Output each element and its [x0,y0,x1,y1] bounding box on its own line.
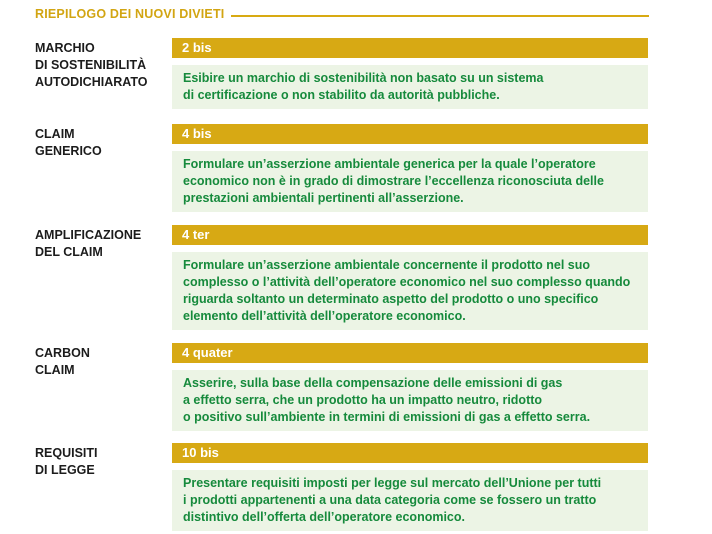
header-rule [231,15,649,17]
prohibition-description: Formulare un’asserzione ambientale concernente il prodotto nel suo complesso o l’attività dell’operatore economico nel suo complesso quando riguarda soltanto un determinato aspetto del prodotto o uno specifico elemento dell’attività dell’operatore economico. [172,252,648,330]
prohibition-label: REQUISITI DI LEGGE [35,446,98,477]
prohibition-label: MARCHIO DI SOSTENIBILITÀ AUTODICHIARATO [35,41,148,89]
article-code: 4 bis [172,124,648,144]
article-code: 4 quater [172,343,648,363]
prohibition-description: Formulare un’asserzione ambientale generica per la quale l’operatore economico non è in grado di dimostrare l’eccellenza riconosciuta delle prestazioni ambientali pertinenti all’asserzione. [172,151,648,212]
prohibition-label: CARBON CLAIM [35,346,90,377]
article-code: 4 ter [172,225,648,245]
article-code: 2 bis [172,38,648,58]
summary-title: RIEPILOGO DEI NUOVI DIVIETI [35,7,225,21]
prohibition-description: Presentare requisiti imposti per legge sul mercato dell’Unione per tutti i prodotti appartenenti a una data categoria come se fossero un tratto distintivo dell’offerta dell’operatore economico. [172,470,648,531]
prohibition-label: CLAIM GENERICO [35,127,102,158]
prohibition-description: Esibire un marchio di sostenibilità non basato su un sistema di certificazione o non stabilito da autorità pubbliche. [172,65,648,109]
prohibition-label: AMPLIFICAZIONE DEL CLAIM [35,228,142,259]
article-code: 10 bis [172,443,648,463]
prohibition-description: Asserire, sulla base della compensazione delle emissioni di gas a effetto serra, che un prodotto ha un impatto neutro, ridotto o positivo sull’ambiente in termini di emissioni di gas a effetto serra. [172,370,648,431]
summary-header [35,7,649,23]
